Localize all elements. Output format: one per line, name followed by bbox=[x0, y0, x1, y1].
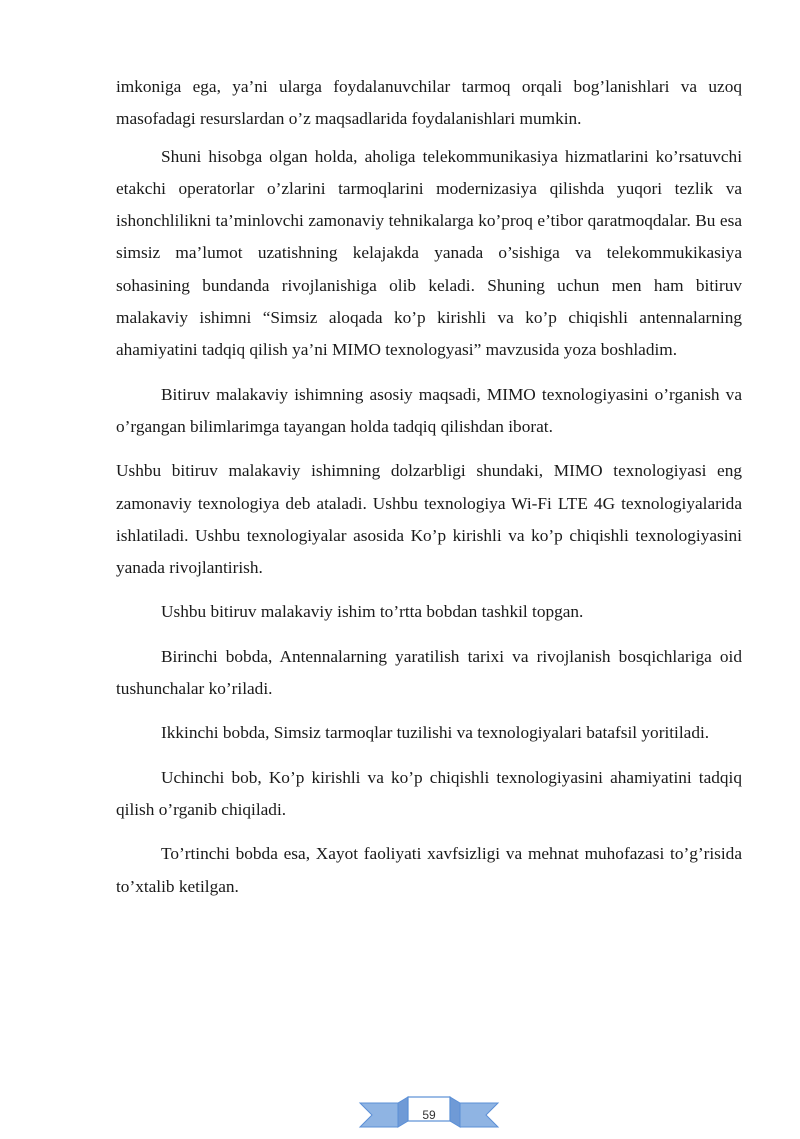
paragraph-chapter-4: To’rtinchi bobda esa, Xayot faoliyati xavfsizligi va mehnat muhofazasi to’g’risida to’xtalib ketilgan. bbox=[116, 844, 742, 896]
page-footer bbox=[358, 1093, 500, 1139]
paragraph-relevance: Ushbu bitiruv malakaviy ishimning dolzarbligi shundaki, MIMO texnologiyasi eng zamonaviy texnologiya deb ataladi. Ushbu texnologiya Wi-Fi LTE 4G texnologiyalarida ishlatiladi. Ushbu texnologiyalar asosida Ko’p kirishli va ko’p chiqishli texnologiyasini yanada rivojlantirish. bbox=[116, 461, 742, 578]
ribbon-left-fold bbox=[398, 1097, 408, 1127]
paragraph-chapter-1: Birinchi bobda, Antennalarning yaratilish tarixi va rivojlanish bosqichlariga oid tushunchalar ko’riladi. bbox=[116, 646, 742, 699]
paragraph-chapter-3: Uchinchi bob, Ko’p kirishli va ko’p chiqishli texnologiyasini ahamiyatini tadqiq qilish o’rganib chiqiladi. bbox=[116, 767, 742, 819]
document-body bbox=[116, 71, 742, 903]
paragraph-aim: Bitiruv malakaviy ishimning asosiy maqsadi, MIMO texnologiyasini o’rganish va o’rgangan bilimlarimga tayangan holda tadqiq qilishdan iborat. bbox=[116, 384, 742, 436]
ribbon-right-tail bbox=[460, 1103, 498, 1127]
paragraph-structure: Ushbu bitiruv malakaviy ishim to’rtta bobdan tashkil topgan. bbox=[161, 602, 584, 622]
ribbon-right-fold bbox=[450, 1097, 460, 1127]
page-number: 59 bbox=[422, 1108, 436, 1122]
ribbon-left-tail bbox=[360, 1103, 398, 1127]
paragraph-chapter-2: Ikkinchi bobda, Simsiz tarmoqlar tuzilishi va texnologiyalari batafsil yoritiladi. bbox=[161, 723, 710, 743]
paragraph-continuation: imkoniga ega, ya’ni ularga foydalanuvchilar tarmoq orqali bog’lanishlari va uzoq masofadagi resurslardan o’z maqsadlarida foydalanishlari mumkin. bbox=[116, 77, 742, 129]
paragraph-operators: Shuni hisobga olgan holda, aholiga telekommunikasiya hizmatlarini ko’rsatuvchi etakchi operatorlar o’zlarini tarmoqlarini modernizasiya qilishda yuqori tezlik va ishonchlilikni ta’minlovchi zamonaviy tehnikalarga ko’proq e’tibor qaratmoqdalar. Bu esa simsiz ma’lumot uzatishning kelajakda yanada o’sishiga va telekommukikasiya sohasining bundanda rivojlanishiga olib keladi. Shuning uchun men ham bitiruv malakaviy ishimni “Simsiz aloqada ko’p kirishli va ko’p chiqishli antennalarning ahamiyatini tadqiq qilish ya’ni MIMO texnologyasi” mavzusida yoza boshladim. bbox=[116, 146, 742, 360]
